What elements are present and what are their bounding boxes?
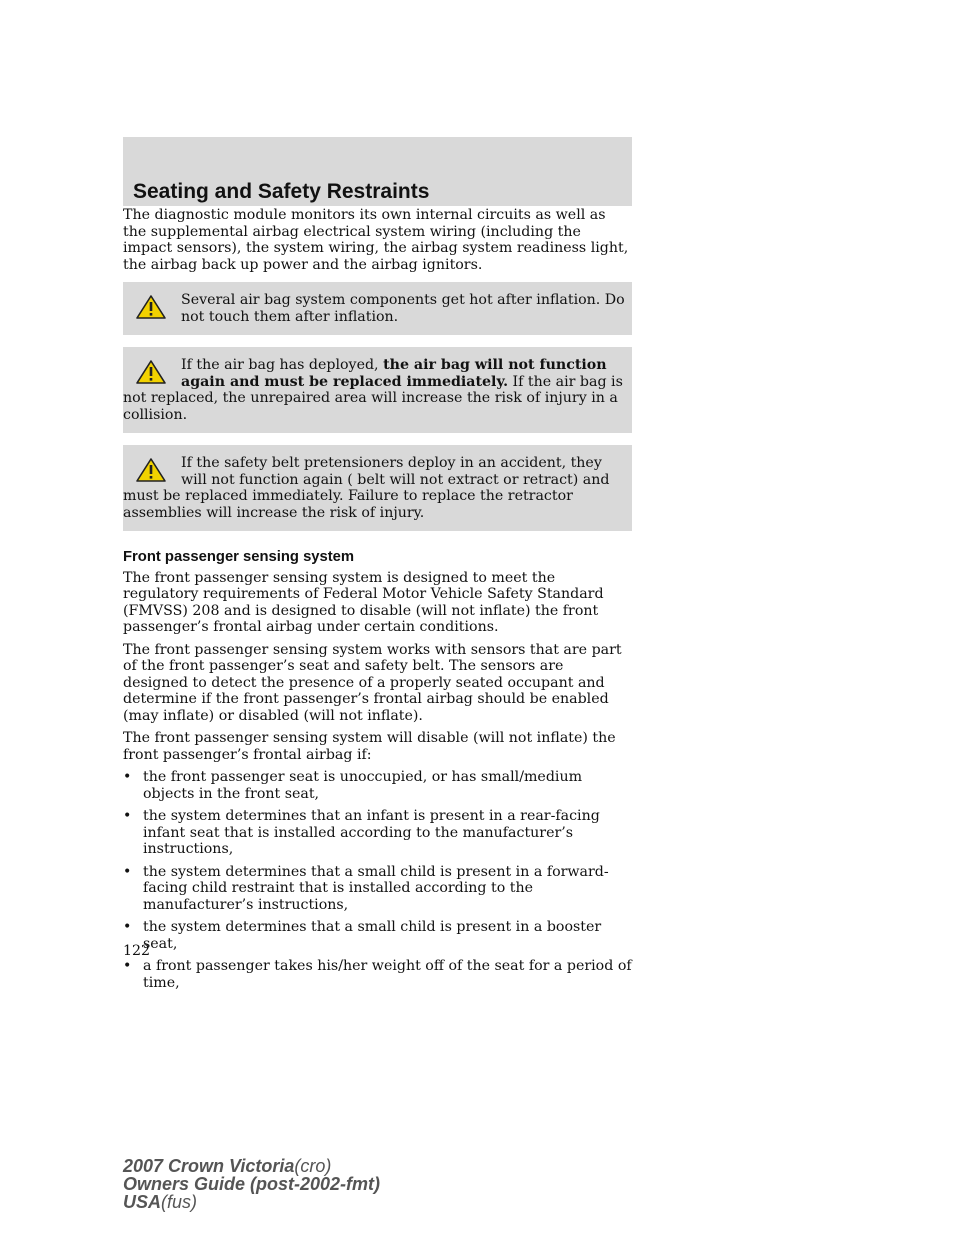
list-item-text: the system determines that an infant is present in a rear-facing infant seat that is installed according to the manufacturer’s instructions,: [143, 808, 600, 857]
list-item-text: a front passenger takes his/her weight off of the seat for a period of time,: [143, 958, 632, 991]
warning-box: [123, 282, 632, 335]
footer-market: USA: [123, 1192, 162, 1212]
body-paragraph: The front passenger sensing system will disable (will not inflate) the front passenger’s frontal airbag if:: [123, 730, 616, 763]
list-item: [123, 919, 632, 952]
warning-text: If the air bag is not replaced, the unrepaired area will increase the risk of injury in a collision.: [123, 373, 623, 423]
page-title: Seating and Safety Restraints: [133, 180, 430, 203]
footer-guide: Owners Guide (post-2002-fmt): [123, 1174, 381, 1194]
header-band: [123, 137, 632, 206]
body-paragraph: The front passenger sensing system works with sensors that are part of the front passenger’s seat and safety belt. The sensors are designed to detect the presence of a properly seated occupant and determine if the front passenger’s frontal airbag should be enabled (may inflate) or disabled (will not inflate).: [123, 641, 622, 724]
footer-model: 2007 Crown Victoria: [123, 1156, 295, 1176]
warning-triangle-icon: [135, 294, 167, 320]
intro-paragraph: The diagnostic module monitors its own internal circuits as well as the supplemental airbag electrical system wiring (including the impact sensors), the system wiring, the airbag system readiness light, the airbag back up power and the airbag ignitors.: [123, 207, 629, 273]
list-item-text: the system determines that a small child is present in a booster seat,: [143, 919, 602, 952]
warning-text-emphasis: the air bag will not function again and must be replaced immediately.: [181, 357, 607, 390]
bullet-icon: •: [123, 958, 132, 974]
list-item: [123, 864, 632, 914]
warning-text: If the safety belt pretensioners deploy in an accident, they will not function again ( belt will not extract or retract) and must be replaced immediately. Failure to replace the retractor assemblies will increase the risk of injury.: [123, 455, 610, 521]
list-item-text: the front passenger seat is unoccupied, or has small/medium objects in the front seat,: [143, 769, 583, 802]
list-item: [123, 808, 632, 858]
list-item: [123, 958, 632, 991]
section-heading: Front passenger sensing system: [123, 549, 355, 565]
body-paragraph: The front passenger sensing system is designed to meet the regulatory requirements of Federal Motor Vehicle Safety Standard (FMVSS) 208 and is designed to disable (will not inflate) the front passenger’s frontal airbag under certain conditions.: [123, 569, 604, 635]
footer-market-code: (fus): [161, 1192, 198, 1212]
warning-box: [123, 347, 632, 433]
bullet-icon: •: [123, 863, 132, 880]
warning-text: Several air bag system components get hot after inflation. Do not touch them after inflation.: [181, 292, 625, 325]
list-item-text: the system determines that a small child is present in a forward-facing child restraint that is installed according to the manufacturer’s instructions,: [143, 863, 609, 913]
bullet-icon: •: [123, 808, 132, 824]
bullet-icon: •: [123, 919, 132, 935]
warning-triangle-icon: [135, 359, 167, 385]
page-number: 122: [123, 943, 151, 959]
page-content: [123, 207, 632, 997]
warning-text: If the air bag has deployed,: [181, 357, 384, 373]
warning-box: [123, 445, 632, 531]
list-item: [123, 769, 632, 802]
condition-list: [123, 769, 632, 991]
bullet-icon: •: [123, 769, 132, 785]
footer-model-code: (cro): [294, 1156, 332, 1176]
warning-triangle-icon: [135, 457, 167, 483]
document-footer: [123, 1157, 380, 1211]
